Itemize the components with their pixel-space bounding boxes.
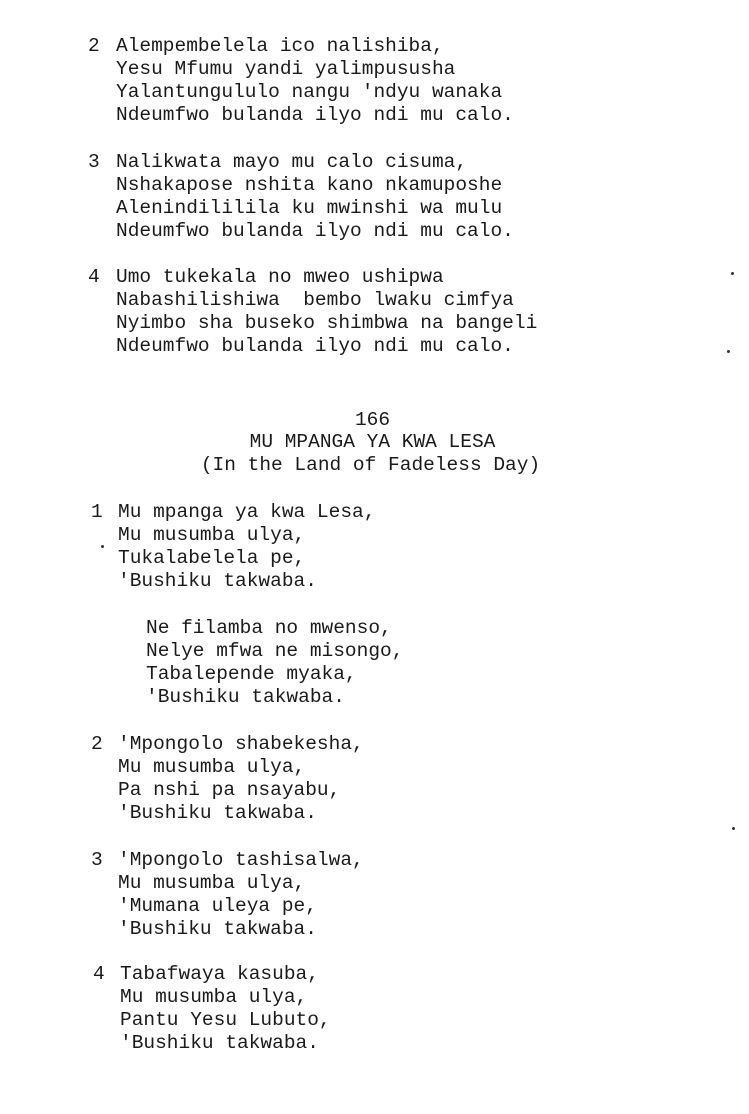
verse-line: Ndeumfwo bulanda ilyo ndi mu calo. xyxy=(116,335,514,357)
verse-line: Yalantungululo nangu 'ndyu wanaka xyxy=(116,81,503,103)
verse-line: 'Mumana uleya pe, xyxy=(118,895,317,917)
verse-line: 'Bushiku takwaba. xyxy=(120,1032,319,1054)
verse-line: 'Bushiku takwaba. xyxy=(118,918,317,940)
verse-line: 'Bushiku takwaba. xyxy=(118,570,317,592)
stanza-number: 2 xyxy=(88,35,100,57)
scan-speck xyxy=(732,827,735,830)
verse-line: Pa nshi pa nsayabu, xyxy=(118,779,341,801)
stanza-number: 4 xyxy=(93,963,105,985)
verse-line: 'Mpongolo tashisalwa, xyxy=(118,849,364,871)
chorus-line: Ne filamba no mwenso, xyxy=(146,617,392,639)
scan-speck xyxy=(101,545,104,548)
hymn-title: MU MPANGA YA KWA LESA xyxy=(249,431,496,453)
verse-line: 'Mpongolo shabekesha, xyxy=(118,733,364,755)
chorus-line: Tabalepende myaka, xyxy=(146,663,357,685)
verse-line: 'Bushiku takwaba. xyxy=(118,802,317,824)
verse-line: Alenindililila ku mwinshi wa mulu xyxy=(116,197,503,219)
verse-line: Ndeumfwo bulanda ilyo ndi mu calo. xyxy=(116,104,514,126)
verse-line: Yesu Mfumu yandi yalimpususha xyxy=(116,58,456,80)
verse-line: Ndeumfwo bulanda ilyo ndi mu calo. xyxy=(116,220,514,242)
stanza-number: 2 xyxy=(91,733,103,755)
scan-speck xyxy=(731,272,734,275)
stanza-number: 1 xyxy=(91,501,103,523)
verse-line: Tabafwaya kasuba, xyxy=(120,963,319,985)
chorus-line: 'Bushiku takwaba. xyxy=(146,686,345,708)
verse-line: Pantu Yesu Lubuto, xyxy=(120,1009,331,1031)
hymn-number: 166 xyxy=(354,409,391,431)
verse-line: Mu musumba ulya, xyxy=(118,524,306,546)
stanza-number: 3 xyxy=(88,151,100,173)
stanza-number: 3 xyxy=(91,849,103,871)
verse-line: Tukalabelela pe, xyxy=(118,547,306,569)
stanza-number: 4 xyxy=(88,266,100,288)
hymn-subtitle: (In the Land of Fadeless Day) xyxy=(200,454,541,476)
verse-line: Nabashilishiwa bembo lwaku cimfya xyxy=(116,289,514,311)
verse-line: Umo tukekala no mweo ushipwa xyxy=(116,266,444,288)
verse-line: Nalikwata mayo mu calo cisuma, xyxy=(116,151,468,173)
verse-line: Nshakapose nshita kano nkamuposhe xyxy=(116,174,503,196)
chorus-line: Nelye mfwa ne misongo, xyxy=(146,640,404,662)
verse-line: Mu mpanga ya kwa Lesa, xyxy=(118,501,376,523)
verse-line: Alempembelela ico nalishiba, xyxy=(116,35,444,57)
verse-line: Mu musumba ulya, xyxy=(118,756,306,778)
verse-line: Nyimbo sha buseko shimbwa na bangeli xyxy=(116,312,538,334)
verse-line: Mu musumba ulya, xyxy=(118,872,306,894)
verse-line: Mu musumba ulya, xyxy=(120,986,308,1008)
scan-speck xyxy=(727,350,730,353)
